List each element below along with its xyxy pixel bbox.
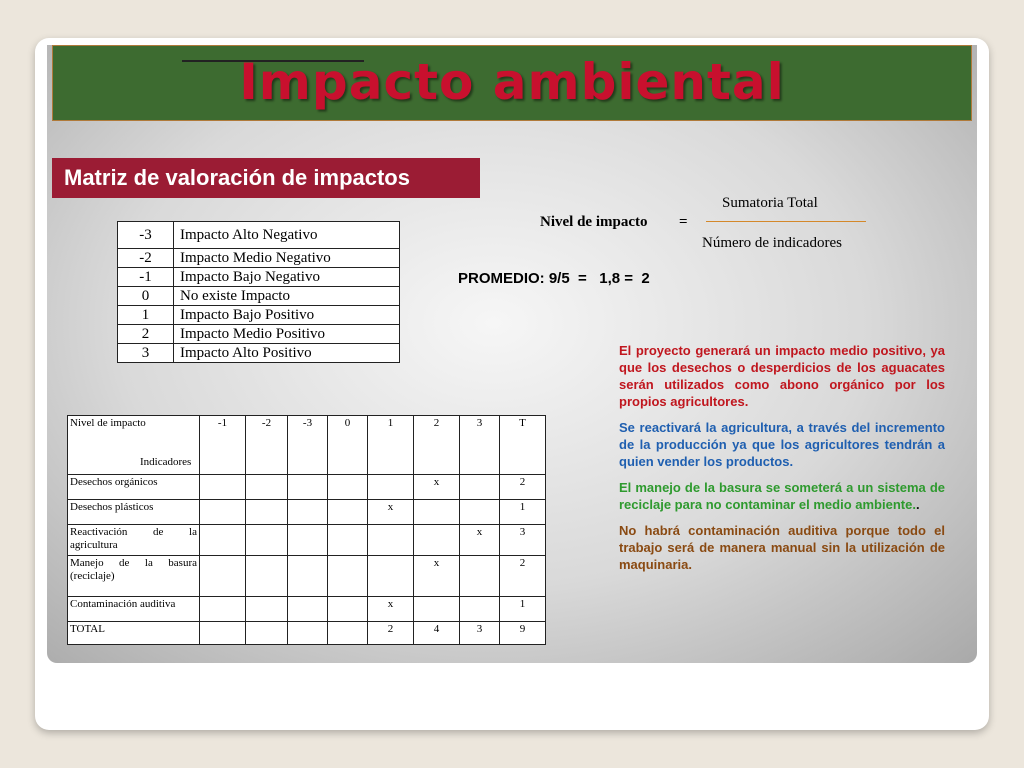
matrix-cell (328, 500, 368, 525)
matrix-row (68, 525, 546, 556)
matrix-row (68, 556, 546, 597)
matrix-cell (246, 525, 288, 556)
matrix-cell: x (414, 475, 460, 500)
matrix-cell: 3 (500, 525, 546, 556)
matrix-cell: x (368, 500, 414, 525)
matrix-cell (328, 525, 368, 556)
matrix-cell: 2 (500, 475, 546, 500)
note-paragraph (619, 522, 945, 573)
scale-label: Impacto Medio Negativo (174, 249, 400, 268)
matrix-cell (200, 525, 246, 556)
promedio-text: PROMEDIO: 9/5 = 1,8 = 2 (458, 270, 650, 287)
matrix-header-cell (68, 416, 200, 475)
matrix-header-label: Nivel de impacto (70, 417, 146, 429)
matrix-cell (246, 622, 288, 645)
matrix-cell (368, 556, 414, 597)
formula-label: Nivel de impacto (540, 214, 648, 230)
matrix-cell (288, 597, 328, 622)
formula-equals: = (679, 214, 688, 230)
matrix-cell (246, 556, 288, 597)
scale-row (118, 325, 400, 344)
scale-label: No existe Impacto (174, 287, 400, 306)
matrix-cell (460, 500, 500, 525)
matrix-cell (414, 525, 460, 556)
note-paragraph (619, 342, 945, 410)
note-paragraph (619, 419, 945, 470)
impact-scale-table (117, 221, 400, 363)
matrix-cell: 4 (414, 622, 460, 645)
scale-row (118, 249, 400, 268)
formula-denominator: Número de indicadores (702, 235, 842, 251)
matrix-column-header: 3 (460, 416, 500, 475)
matrix-cell (328, 622, 368, 645)
matrix-column-header: 1 (368, 416, 414, 475)
matrix-indicator: Desechos plásticos (68, 500, 200, 525)
matrix-cell: 1 (500, 597, 546, 622)
matrix-cell (328, 597, 368, 622)
matrix-column-header: -3 (288, 416, 328, 475)
matrix-cell (200, 475, 246, 500)
matrix-indicator: Manejo de la basura (reciclaje) (68, 556, 200, 597)
matrix-cell (460, 556, 500, 597)
formula-fraction-line (706, 221, 866, 222)
matrix-header-row (68, 416, 546, 475)
slide-title: Impacto ambiental (239, 53, 785, 111)
matrix-cell (328, 556, 368, 597)
formula-numerator: Sumatoria Total (722, 195, 818, 211)
scale-row (118, 344, 400, 363)
matrix-cell (414, 500, 460, 525)
scale-label: Impacto Bajo Negativo (174, 268, 400, 287)
scale-row (118, 222, 400, 249)
matrix-column-header: -2 (246, 416, 288, 475)
note-text: Se reactivará la agricultura, a través del incremento de la producción ya que los agricultores tendrán a quien vender los productos. (619, 420, 945, 469)
scale-value: 2 (118, 325, 174, 344)
scale-label: Impacto Medio Positivo (174, 325, 400, 344)
scale-label: Impacto Alto Negativo (174, 222, 400, 249)
matrix-indicator: Contaminación auditiva (68, 597, 200, 622)
matrix-cell (200, 500, 246, 525)
matrix-cell (288, 556, 328, 597)
matrix-cell (288, 500, 328, 525)
matrix-cell (246, 597, 288, 622)
matrix-cell (246, 475, 288, 500)
matrix-cell (414, 597, 460, 622)
note-text: El manejo de la basura se someterá a un sistema de reciclaje para no contaminar el medio ambiente. (619, 480, 945, 512)
scale-label: Impacto Bajo Positivo (174, 306, 400, 325)
scale-value: -1 (118, 268, 174, 287)
matrix-cell (246, 500, 288, 525)
matrix-indicator: Reactivación de la agricultura (68, 525, 200, 556)
impact-matrix-table (67, 415, 546, 645)
matrix-cell: x (414, 556, 460, 597)
matrix-column-header: -1 (200, 416, 246, 475)
matrix-indicator: TOTAL (68, 622, 200, 645)
matrix-cell (200, 556, 246, 597)
matrix-cell (288, 475, 328, 500)
note-text: El proyecto generará un impacto medio positivo, ya que los desechos o desperdicios de los aguacates serán utilizados como abono orgánico por los propios agricultores. (619, 343, 945, 409)
note-suffix: . (915, 497, 920, 512)
scale-value: 0 (118, 287, 174, 306)
matrix-cell (288, 525, 328, 556)
matrix-cell: 1 (500, 500, 546, 525)
scale-value: -2 (118, 249, 174, 268)
matrix-cell (328, 475, 368, 500)
matrix-cell: 9 (500, 622, 546, 645)
note-paragraph (619, 479, 945, 513)
scale-value: -3 (118, 222, 174, 249)
scale-value: 1 (118, 306, 174, 325)
scale-row (118, 287, 400, 306)
matrix-cell (460, 475, 500, 500)
matrix-cell: 2 (500, 556, 546, 597)
matrix-cell (368, 475, 414, 500)
matrix-cell (288, 622, 328, 645)
matrix-cell (368, 525, 414, 556)
matrix-row (68, 597, 546, 622)
matrix-row (68, 475, 546, 500)
notes-panel (619, 342, 945, 582)
matrix-column-header: 0 (328, 416, 368, 475)
matrix-cell: x (368, 597, 414, 622)
matrix-cell: x (460, 525, 500, 556)
matrix-cell (460, 597, 500, 622)
note-text: No habrá contaminación auditiva porque todo el trabajo será de manera manual sin la utilización de maquinaria. (619, 523, 945, 572)
matrix-row (68, 622, 546, 645)
matrix-cell (200, 622, 246, 645)
scale-row (118, 268, 400, 287)
matrix-cell: 2 (368, 622, 414, 645)
matrix-cell (200, 597, 246, 622)
matrix-cell: 3 (460, 622, 500, 645)
scale-row (118, 306, 400, 325)
matrix-header-indicators: Indicadores (140, 456, 192, 468)
scale-value: 3 (118, 344, 174, 363)
matrix-row (68, 500, 546, 525)
scale-label: Impacto Alto Positivo (174, 344, 400, 363)
matrix-column-header: 2 (414, 416, 460, 475)
matrix-indicator: Desechos orgánicos (68, 475, 200, 500)
subtitle-box: Matriz de valoración de impactos (52, 158, 480, 198)
matrix-column-header: T (500, 416, 546, 475)
